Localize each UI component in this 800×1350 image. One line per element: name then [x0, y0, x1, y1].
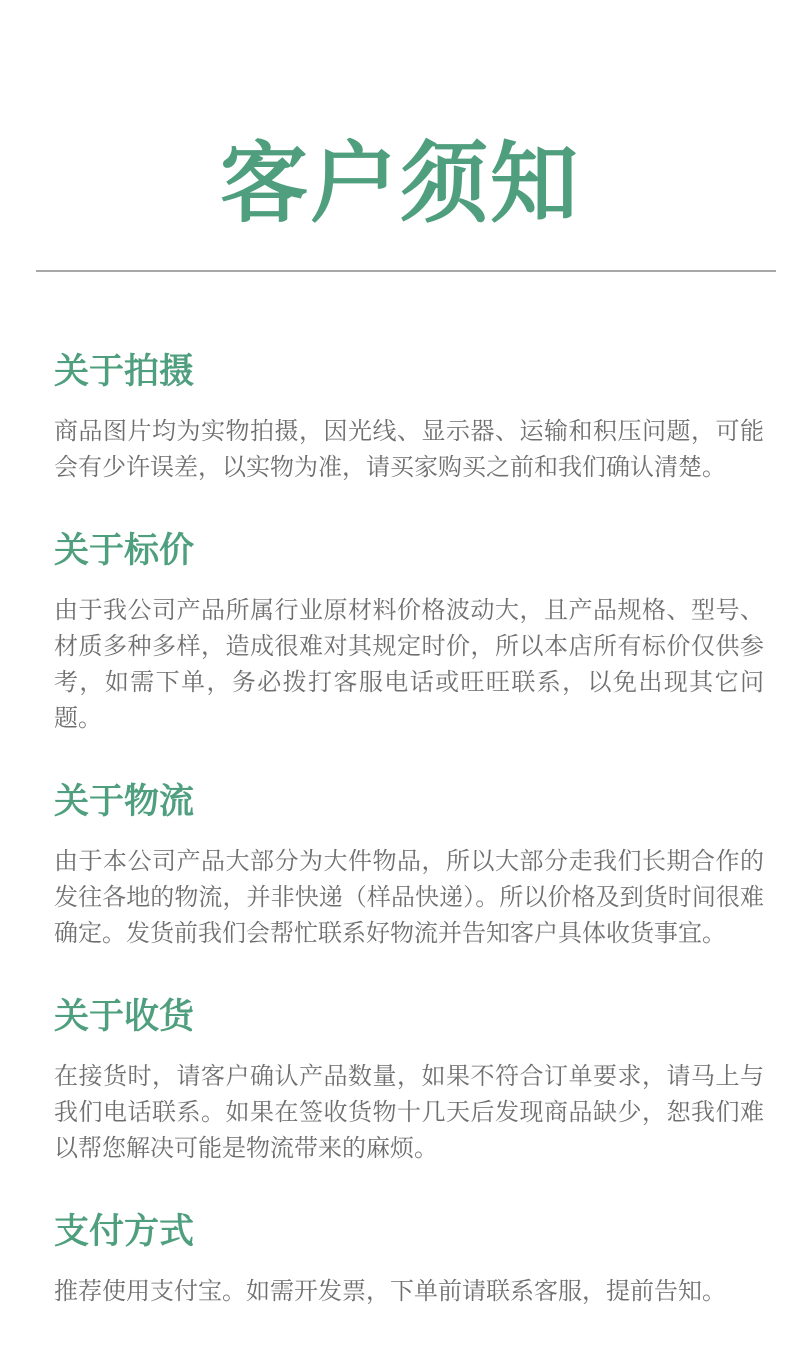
section-body-payment: 推荐使用支付宝。如需开发票，下单前请联系客服，提前告知。 — [54, 1278, 726, 1305]
section-body-pricing: 由于我公司产品所属行业原材料价格波动大，且产品规格、型号、材质多种多样，造成很难对其规定时价，所以本店所有标价仅供参考，如需下单，务必拨打客服电话或旺旺联系，以免出现其它问题。 — [54, 597, 764, 732]
page-title: 客户须知 — [219, 134, 580, 233]
notice-content — [54, 352, 764, 1310]
section-heading-pricing: 关于标价 — [54, 531, 195, 570]
section-heading-receiving: 关于收货 — [54, 997, 195, 1036]
section-photography — [54, 352, 764, 486]
section-heading-logistics: 关于物流 — [54, 782, 195, 821]
section-logistics — [54, 782, 764, 952]
section-heading-payment: 支付方式 — [54, 1212, 195, 1251]
section-body-receiving: 在接货时，请客户确认产品数量，如果不符合订单要求，请马上与我们电话联系。如果在签收货物十几天后发现商品缺少，恕我们难以帮您解决可能是物流带来的麻烦。 — [54, 1063, 764, 1162]
section-body-logistics: 由于本公司产品大部分为大件物品，所以大部分走我们长期合作的发往各地的物流，并非快递（样品快递）。所以价格及到货时间很难确定。发货前我们会帮忙联系好物流并告知客户具体收货事宜。 — [54, 848, 764, 947]
section-body-photography: 商品图片均为实物拍摄，因光线、显示器、运输和积压问题，可能会有少许误差，以实物为准，请买家购买之前和我们确认清楚。 — [54, 418, 764, 481]
section-pricing — [54, 531, 764, 737]
section-payment — [54, 1212, 764, 1310]
section-receiving — [54, 997, 764, 1167]
section-heading-photography: 关于拍摄 — [54, 352, 195, 391]
title-divider — [36, 270, 776, 272]
